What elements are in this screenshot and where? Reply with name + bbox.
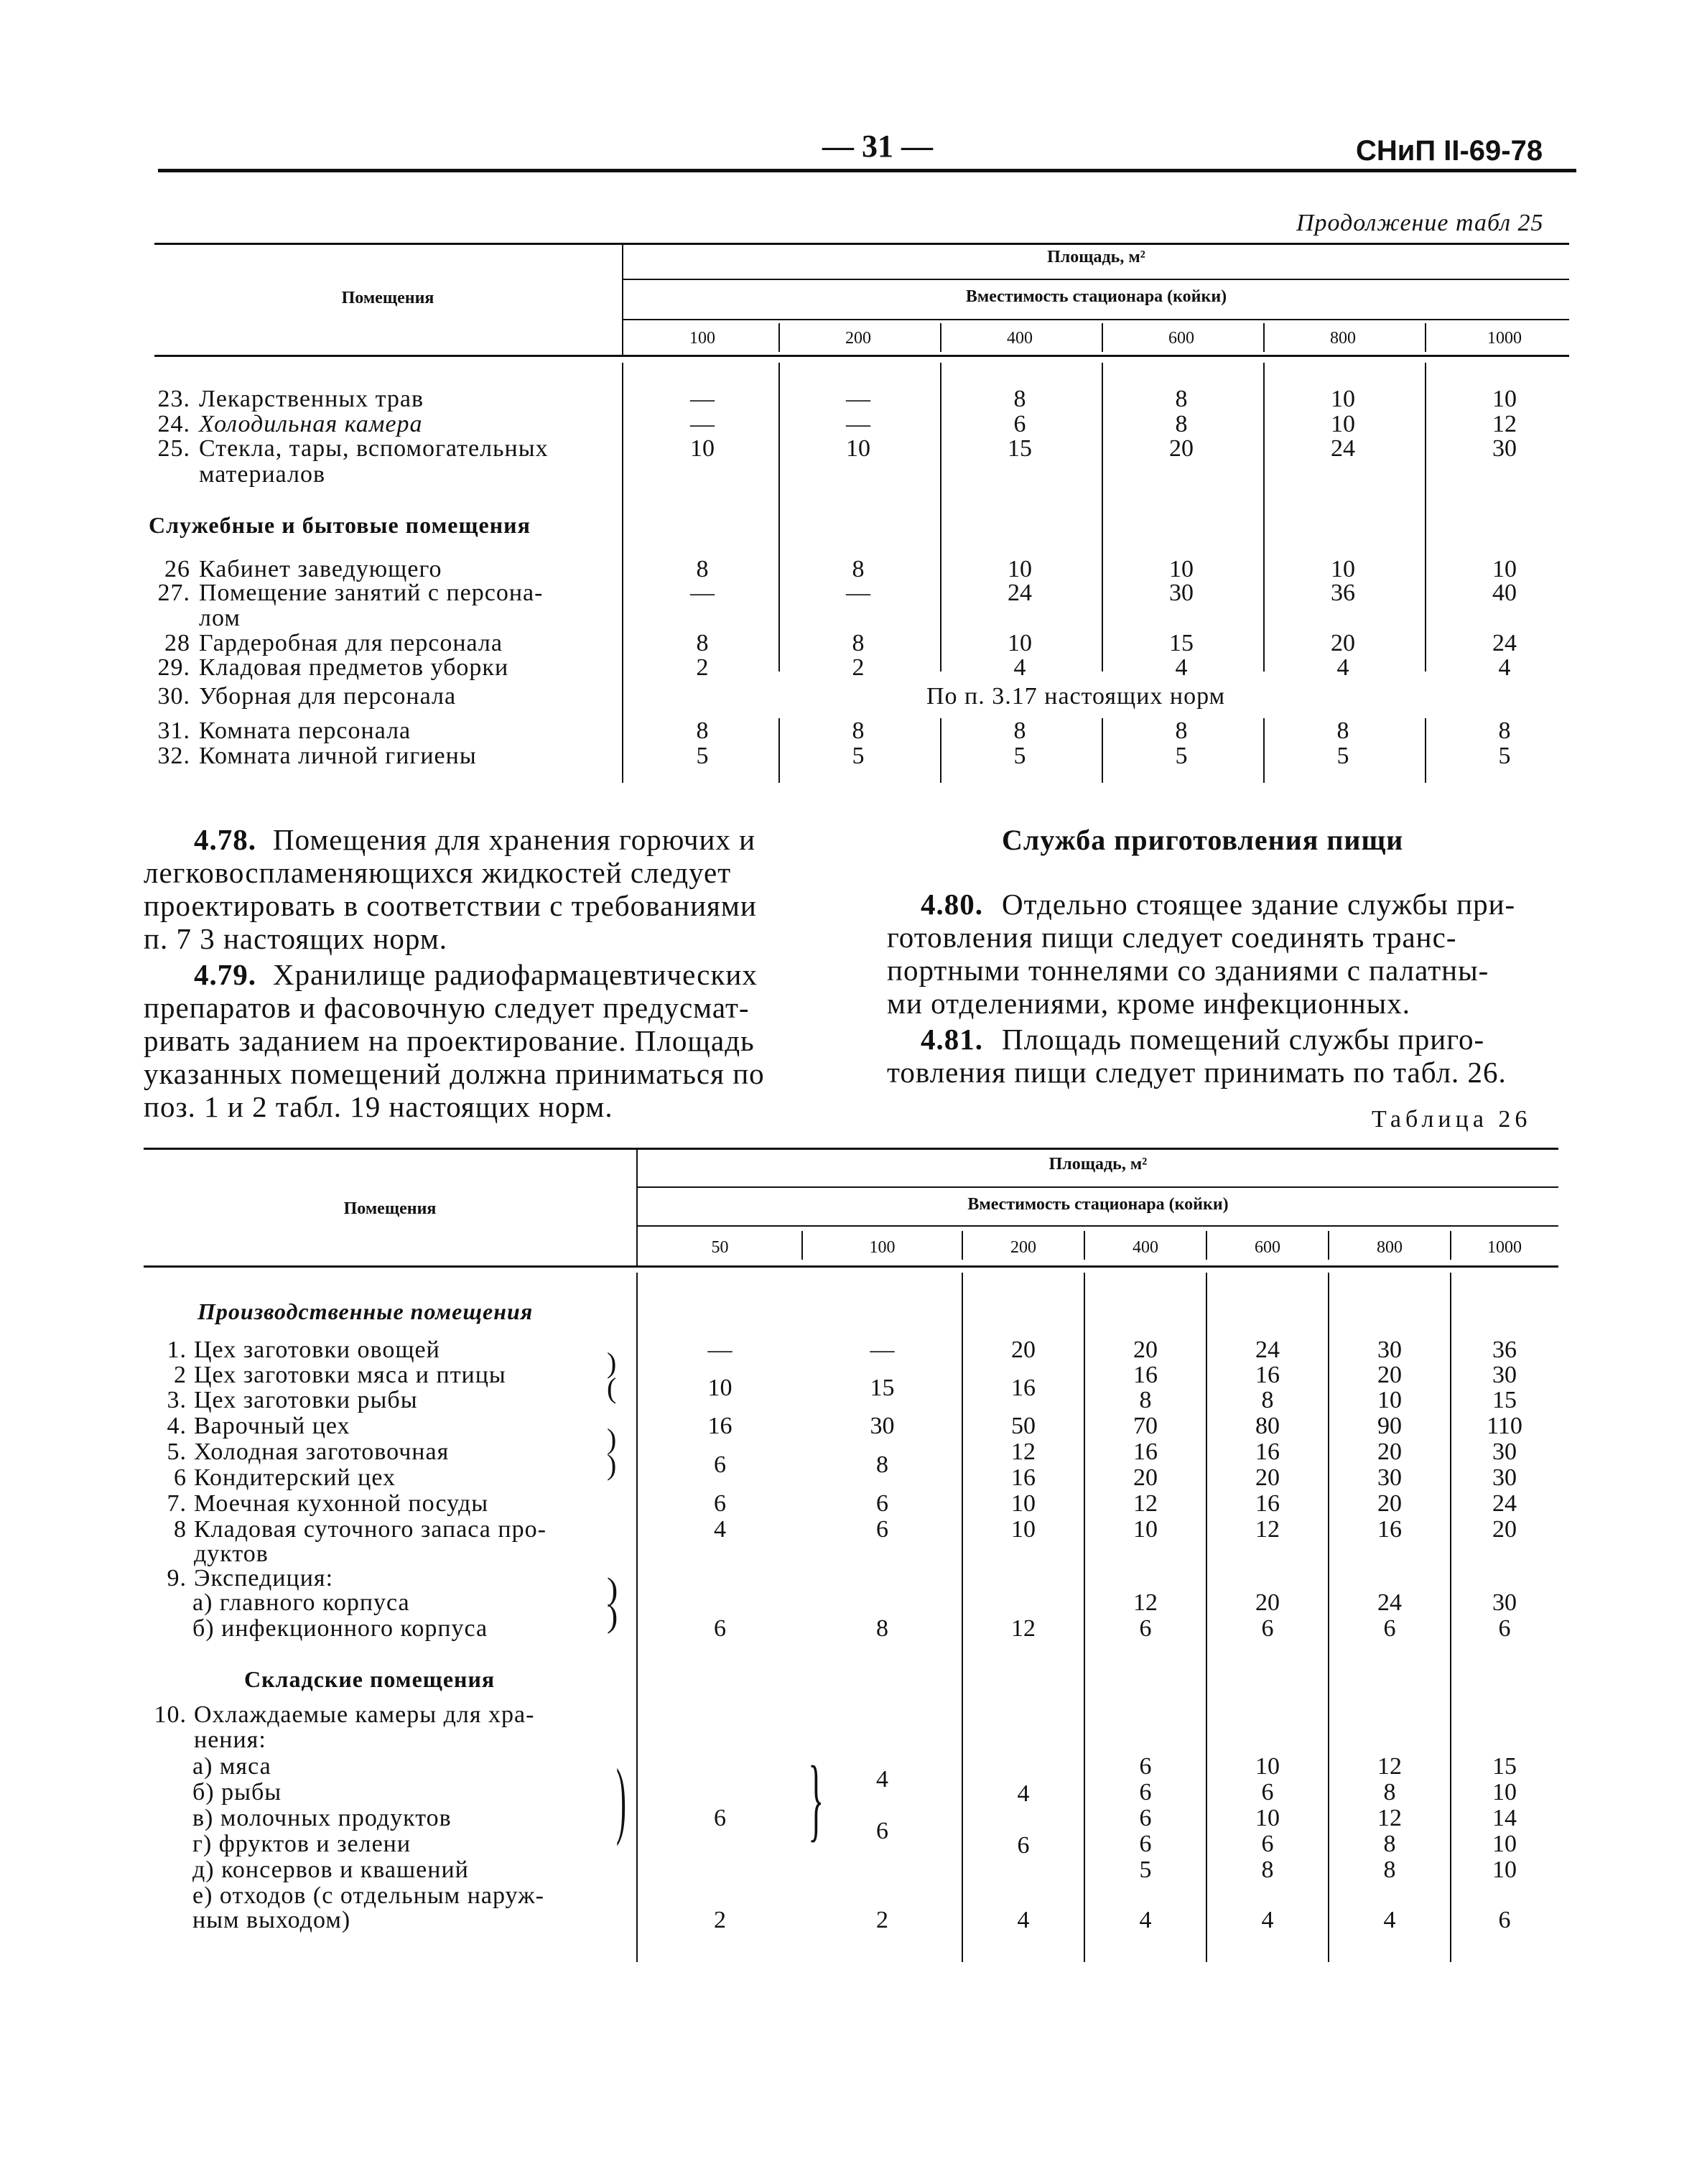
table25-cell: — [846, 580, 870, 606]
table26-cell: 14 [1492, 1805, 1517, 1831]
table26-cell: 30 [1377, 1464, 1402, 1491]
table26-cell: 6 [714, 1490, 726, 1517]
table26-row-name: е) отходов (с отдельным наруж- [192, 1882, 544, 1909]
table26-cell: 8 [876, 1615, 888, 1642]
table26-row-number: 6 [174, 1464, 187, 1491]
right-paragraph-line: ми отделениями, кроме инфекционных. [887, 987, 1410, 1020]
table26-cell: 4 [1017, 1907, 1030, 1933]
table25-header-bottom-rule [154, 355, 1569, 357]
header-rule [158, 169, 1576, 172]
table26-cell: 30 [1492, 1589, 1517, 1616]
table25-row-name: Комната личной гигиены [199, 743, 477, 769]
table26-row-name: в) молочных продуктов [192, 1805, 452, 1831]
table26-cell: 20 [1377, 1439, 1402, 1465]
table26-cell: 8 [1139, 1387, 1152, 1413]
table26-brace: ) [607, 1423, 617, 1455]
table26-cell: 2 [876, 1907, 888, 1933]
table26-cell: 10 [1255, 1753, 1280, 1780]
table26-cell: 12 [1133, 1490, 1158, 1517]
table26-row-name: дуктов [194, 1541, 269, 1567]
table25-col-divider [1425, 323, 1426, 352]
table26-row-name: Варочный цех [194, 1413, 350, 1439]
table26-col-divider [801, 1231, 803, 1260]
table25-cell: 10 [846, 435, 870, 462]
table26-cell: 16 [1377, 1516, 1402, 1543]
table25-caption: Продолжение табл 25 [1296, 210, 1544, 236]
table25-cell: 8 [1498, 717, 1511, 744]
table26-header-bottom-rule [144, 1265, 1558, 1268]
table26-cell: 6 [1498, 1615, 1511, 1642]
table26-cell-merged: 6 [876, 1818, 888, 1844]
table26-cell: 10 [1492, 1831, 1517, 1857]
table26-row-name: Кондитерский цех [194, 1464, 396, 1491]
table25-cell: 40 [1492, 580, 1517, 606]
table26-cell: 4 [1261, 1907, 1274, 1933]
table25-cell: 8 [852, 717, 865, 744]
table25-cell: 5 [1175, 743, 1188, 769]
table26-row-name: Охлаждаемые камеры для хра- [194, 1701, 535, 1728]
table25-rooms-header: Помещения [341, 289, 434, 307]
table25-cell: 8 [696, 717, 709, 744]
table25-cell: 15 [1169, 630, 1194, 656]
table26-col-divider [1084, 1231, 1085, 1260]
page-number: — 31 — [822, 129, 933, 164]
table25-area-rule [623, 279, 1569, 280]
table26-cell-merged: 4 [1017, 1780, 1030, 1807]
table26-cell: 12 [1133, 1589, 1158, 1616]
table26-cell: 4 [714, 1516, 726, 1543]
table26-cell: 6 [876, 1490, 888, 1517]
table25-cell: 2 [852, 654, 865, 681]
table26-cell: 24 [1377, 1589, 1402, 1616]
table25-cell: 12 [1492, 411, 1517, 437]
table25-capacity-header: Вместимость стационара (койки) [965, 287, 1227, 306]
table26-cell-merged: 6 [1017, 1832, 1030, 1859]
table25-row-number: 23. [157, 386, 190, 412]
table26-col-600: 600 [1255, 1238, 1280, 1257]
table26-row-name: б) инфекционного корпуса [192, 1615, 488, 1642]
table25-cell: 6 [1013, 411, 1026, 437]
table26-cell: 4 [1383, 1907, 1396, 1933]
table25-row-name: Лекарственных трав [199, 386, 424, 412]
table25-cell: 8 [852, 556, 865, 582]
table25-cell: 10 [1331, 411, 1355, 437]
table25-col-600: 600 [1168, 329, 1194, 348]
left-paragraph-line: проектировать в соответствии с требованиями [144, 889, 757, 922]
table26-row-number: 5. [167, 1439, 187, 1465]
table26-row-name: Холодная заготовочная [194, 1439, 450, 1465]
table25-cell: 10 [1331, 556, 1355, 582]
table25-cell: 10 [1008, 556, 1032, 582]
table26-row-number: 10. [154, 1701, 187, 1728]
table25-cell: 5 [1013, 743, 1026, 769]
table26-row-name: г) фруктов и зелени [192, 1831, 411, 1857]
table26-cell: 16 [1133, 1362, 1158, 1388]
table26-cell: 20 [1255, 1464, 1280, 1491]
table25-row-name: Кладовая предметов уборки [199, 654, 509, 681]
table26-cell-merged: 15 [870, 1375, 895, 1401]
table26-col-1000: 1000 [1487, 1238, 1522, 1257]
table26-cell: 12 [1255, 1516, 1280, 1543]
table25-col-rule [1425, 718, 1426, 783]
table26-cell: 16 [1255, 1439, 1280, 1465]
right-paragraph-line: Площадь помещений службы приго- [1002, 1023, 1485, 1056]
table26-cell: 20 [1377, 1362, 1402, 1388]
table25-cell: 24 [1008, 580, 1032, 606]
table26-cell: 10 [1255, 1805, 1280, 1831]
table26-cell: 15 [1492, 1753, 1517, 1780]
table26-row-name: Экспедиция: [194, 1565, 334, 1591]
table25-cell: 24 [1492, 630, 1517, 656]
table25-cell: — [846, 386, 870, 412]
table26-cell: 24 [1255, 1337, 1280, 1363]
table26-row-number: 9. [167, 1565, 187, 1591]
table26-cell: — [707, 1337, 733, 1363]
right-paragraph-line: Отдельно стоящее здание службы при- [1002, 888, 1516, 921]
left-paragraph-line: легковоспламеняющихся жидкостей следует [144, 856, 732, 889]
table25-capacity-rule [623, 319, 1569, 320]
table25-col-divider [940, 323, 941, 352]
table25-cell: 8 [1175, 411, 1188, 437]
table26-cell-merged: 4 [876, 1766, 888, 1793]
table26-cell: 8 [1383, 1779, 1396, 1806]
table25-row-number: 26 [164, 556, 190, 582]
table26-area-rule [638, 1186, 1558, 1188]
table26-cell: 6 [714, 1615, 726, 1642]
right-paragraph-line: товления пищи следует принимать по табл. 26. [887, 1056, 1507, 1089]
table25-cell: 15 [1008, 435, 1032, 462]
table25-cell: 8 [1013, 717, 1026, 744]
table26-cell: 6 [1498, 1907, 1511, 1933]
table26-cell: 15 [1492, 1387, 1517, 1413]
table26-cell: 16 [1255, 1490, 1280, 1517]
table25-cell: 10 [1008, 630, 1032, 656]
table26-cell: 20 [1377, 1490, 1402, 1517]
left-paragraph-number: 4.79. [194, 958, 256, 991]
table26-area-header: Площадь, м² [1048, 1155, 1148, 1174]
table25-col-rule [1102, 718, 1103, 783]
table26-cell: 36 [1492, 1337, 1517, 1363]
table26-cell: 6 [876, 1516, 888, 1543]
table25-col-rule [778, 718, 780, 783]
table25-cell: 5 [1498, 743, 1511, 769]
table26-brace: ( [607, 1372, 617, 1404]
table25-cell: 8 [1175, 386, 1188, 412]
table26-cell: 10 [1011, 1490, 1036, 1517]
table26-cell: 24 [1492, 1490, 1517, 1517]
table26-row-name: Моечная кухонной посуды [194, 1490, 489, 1517]
table25-cell: 8 [1336, 717, 1349, 744]
table26-cell: 6 [1139, 1805, 1152, 1831]
table25-cell: 4 [1336, 654, 1349, 681]
table26-col-200: 200 [1010, 1238, 1036, 1257]
table25-row-number: 25. [157, 435, 190, 462]
table26-row-number: 2 [174, 1362, 187, 1388]
table26-top-rule [144, 1148, 1558, 1150]
table26-row-number: 8 [174, 1516, 187, 1543]
table25-cell: 4 [1498, 654, 1511, 681]
table26-cell: 8 [1383, 1831, 1396, 1857]
table25-row-name: Помещение занятий с персона- [199, 580, 544, 606]
table26-cell: 8 [1261, 1857, 1274, 1883]
table25-col-rule [940, 643, 941, 666]
table25-row-name: Кабинет заведующего [199, 556, 442, 582]
table25-row-number: 27. [157, 580, 190, 606]
table26-cell: — [870, 1337, 895, 1363]
table25-row-name-cont: материалов [199, 461, 326, 488]
table25-cell: 30 [1169, 580, 1194, 606]
table26-row-number: 7. [167, 1490, 187, 1517]
right-paragraph-number: 4.80. [921, 888, 983, 921]
table26-brace: ) [615, 1751, 626, 1846]
table26-cell: 20 [1492, 1516, 1517, 1543]
table25-cell: 5 [852, 743, 865, 769]
table26-cell-merged: 10 [707, 1375, 733, 1401]
table26-cell: 5 [1139, 1857, 1152, 1883]
table25-cell: 10 [690, 435, 715, 462]
table26-cell: 110 [1487, 1413, 1522, 1439]
right-paragraph-line: готовления пищи следует соединять транс- [887, 921, 1457, 954]
left-paragraph-number: 4.78. [194, 823, 256, 856]
left-paragraph-line: указанных помещений должна приниматься по [144, 1057, 765, 1090]
document-code: СНиП II-69-78 [1356, 135, 1543, 167]
table26-col-800: 800 [1377, 1238, 1403, 1257]
table26-cell: 6 [1261, 1831, 1274, 1857]
table26-cell: 30 [1492, 1362, 1517, 1388]
table26-row-name: Кладовая суточного запаса про- [194, 1516, 547, 1543]
table25-cell: 30 [1492, 435, 1517, 462]
table25-cell: 4 [1013, 654, 1026, 681]
table26-cell-merged: 8 [876, 1451, 888, 1478]
table26-cell: 20 [1133, 1464, 1158, 1491]
table26-col-50: 50 [711, 1238, 729, 1257]
table26-cell: 30 [1492, 1439, 1517, 1465]
table25-row-number: 24. [157, 411, 190, 437]
table25-col-400: 400 [1007, 329, 1033, 348]
table26-row-name: а) мяса [192, 1753, 271, 1780]
table26-caption: Таблица 26 [1372, 1106, 1532, 1133]
table26-cell: 12 [1011, 1439, 1036, 1465]
table26-row-name: Цех заготовки мяса и птицы [194, 1362, 506, 1388]
left-paragraph-line: п. 7 3 настоящих норм. [144, 922, 448, 955]
table25-col-1000: 1000 [1487, 329, 1522, 348]
table25-row-number: 30. [157, 683, 190, 710]
section-title-food-service: Служба приготовления пищи [1002, 824, 1404, 856]
table25-cell: 8 [1013, 386, 1026, 412]
table26-row-name: Цех заготовки овощей [194, 1337, 440, 1363]
table26-row-name: ным выходом) [192, 1907, 351, 1933]
table25-row-name: Комната персонала [199, 717, 411, 744]
table26-cell: 8 [1383, 1857, 1396, 1883]
table26-col-400: 400 [1133, 1238, 1158, 1257]
table26-brace: ) [607, 1571, 618, 1607]
table26-cell: 12 [1011, 1615, 1036, 1642]
table25-col-rule [1425, 363, 1426, 672]
table25-row-name: Уборная для персонала [199, 683, 457, 710]
table26-section-storage: Складские помещения [244, 1666, 496, 1692]
table25-row-number: 32. [157, 743, 190, 769]
left-paragraph-line: препаратов и фасовочную следует предусмат- [144, 991, 750, 1024]
table25-cell: — [846, 411, 870, 437]
table26-row-name: нения: [194, 1727, 266, 1753]
table25-col-rule [1263, 363, 1265, 672]
table26-cell: 30 [870, 1413, 895, 1439]
table26-cell: 16 [1255, 1362, 1280, 1388]
table26-cell: 6 [1139, 1831, 1152, 1857]
table26-cell: 80 [1255, 1413, 1280, 1439]
table25-row-name: Гардеробная для персонала [199, 630, 503, 656]
table25-col-divider [1263, 323, 1265, 352]
table26-brace: ) [607, 1449, 617, 1481]
table26-cell: 10 [1133, 1516, 1158, 1543]
table26-cell: 30 [1492, 1464, 1517, 1491]
left-paragraph-line: Хранилище радиофармацевтических [273, 958, 758, 991]
table26-brace: } [808, 1747, 824, 1851]
table26-cell: 16 [707, 1413, 733, 1439]
table26-cell: 50 [1011, 1413, 1036, 1439]
table26-row-name: Цех заготовки рыбы [194, 1387, 418, 1413]
table26-cell: 6 [1139, 1615, 1152, 1642]
table25-cell: 4 [1175, 654, 1188, 681]
table26-cell: 8 [1261, 1387, 1274, 1413]
table26-cell: 6 [1261, 1779, 1274, 1806]
table26-cell: 6 [1383, 1615, 1396, 1642]
table25-span-note: По п. 3.17 настоящих норм [926, 683, 1226, 710]
table25-cell: 10 [1492, 556, 1517, 582]
table26-capacity-rule [638, 1225, 1558, 1227]
table26-cell: 4 [1139, 1907, 1152, 1933]
right-paragraph-number: 4.81. [921, 1023, 983, 1056]
table25-cell: 20 [1331, 630, 1355, 656]
table25-cell: 8 [852, 630, 865, 656]
table26-row-number: 1. [167, 1337, 187, 1363]
table25-col-divider [778, 323, 780, 352]
table25-cell: 10 [1331, 386, 1355, 412]
table26-row-name: б) рыбы [192, 1779, 282, 1806]
table25-cell: 24 [1331, 435, 1355, 462]
table25-col-200: 200 [845, 329, 871, 348]
table25-top-rule [154, 243, 1569, 245]
table25-row-name: Холодильная камера [199, 411, 423, 437]
table26-cell: 16 [1011, 1464, 1036, 1491]
table26-cell: 90 [1377, 1413, 1402, 1439]
table25-cell: 8 [1175, 717, 1188, 744]
table26-cell: 12 [1377, 1805, 1402, 1831]
table26-cell: 10 [1377, 1387, 1402, 1413]
table26-cell: 20 [1255, 1589, 1280, 1616]
table25-row-number: 29. [157, 654, 190, 681]
table26-row-number: 4. [167, 1413, 187, 1439]
table25-col-rule [940, 363, 941, 672]
table26-cell: 16 [1133, 1439, 1158, 1465]
table26-cell: 6 [1139, 1779, 1152, 1806]
table25-col-rule [1102, 643, 1103, 666]
table26-rooms-header: Помещения [343, 1199, 437, 1218]
table25-cell: 2 [696, 654, 709, 681]
table25-row-number: 28 [164, 630, 190, 656]
table26-cell: 2 [714, 1907, 726, 1933]
table26-cell-merged: 6 [714, 1805, 726, 1831]
table26-cell: 30 [1377, 1337, 1402, 1363]
table25-col-rule [1102, 363, 1103, 672]
table26-col-100: 100 [869, 1238, 896, 1257]
table25-cell: 36 [1331, 580, 1355, 606]
table25-cell: 10 [1492, 386, 1517, 412]
table26-cell: 20 [1133, 1337, 1158, 1363]
table26-row-name: а) главного корпуса [192, 1589, 410, 1616]
table25-cell: 20 [1169, 435, 1194, 462]
table25-cell: 10 [1169, 556, 1194, 582]
table26-col-divider [1450, 1231, 1451, 1260]
table26-brace: ) [607, 1597, 618, 1634]
table26-brace: ) [607, 1347, 617, 1379]
table25-cell: — [690, 580, 715, 606]
table26-cell-merged: 16 [1011, 1375, 1036, 1401]
table26-section-production: Производственные помещения [197, 1298, 534, 1324]
table25-cell: 8 [696, 556, 709, 582]
table26-col-divider [1328, 1231, 1329, 1260]
table26-cell: 20 [1011, 1337, 1036, 1363]
table25-col-divider [1102, 323, 1103, 352]
table26-cell: 10 [1011, 1516, 1036, 1543]
left-paragraph-line: поз. 1 и 2 табл. 19 настоящих норм. [144, 1090, 613, 1123]
table25-cell: 5 [696, 743, 709, 769]
left-paragraph-line: ривать заданием на проектирование. Площадь [144, 1024, 755, 1057]
table26-cell: 12 [1377, 1753, 1402, 1780]
table25-col-800: 800 [1330, 329, 1356, 348]
table25-col-rule [778, 363, 780, 672]
table25-cell: 8 [696, 630, 709, 656]
table25-row-number: 31. [157, 717, 190, 744]
table25-row-name: Стекла, тары, вспомогательных [199, 435, 549, 462]
right-paragraph-line: портными тоннелями со зданиями с палатны- [887, 954, 1489, 987]
table25-cell: 5 [1336, 743, 1349, 769]
table26-row-name: д) консервов и квашений [192, 1857, 469, 1883]
table25-cell: — [690, 411, 715, 437]
table26-row-number: 3. [167, 1387, 187, 1413]
table26-col-divider [1206, 1231, 1207, 1260]
table26-cell: 6 [1261, 1615, 1274, 1642]
table25-cell: — [690, 386, 715, 412]
table25-col-rule [1263, 718, 1265, 783]
table25-col-100: 100 [689, 329, 715, 348]
table26-cell: 10 [1492, 1857, 1517, 1883]
table25-row-name-cont: лом [199, 605, 241, 631]
table25-col-rule [940, 718, 941, 783]
table26-cell-merged: 6 [714, 1451, 726, 1478]
table26-capacity-header: Вместимость стационара (койки) [967, 1195, 1229, 1214]
table25-area-header: Площадь, м² [1047, 248, 1145, 266]
table26-col-divider [962, 1231, 963, 1260]
table25-section-service: Служебные и бытовые помещения [149, 512, 531, 538]
table26-cell: 70 [1133, 1413, 1158, 1439]
table26-cell: 6 [1139, 1753, 1152, 1780]
left-paragraph-line: Помещения для хранения горючих и [273, 823, 756, 856]
table26-cell: 10 [1492, 1779, 1517, 1806]
